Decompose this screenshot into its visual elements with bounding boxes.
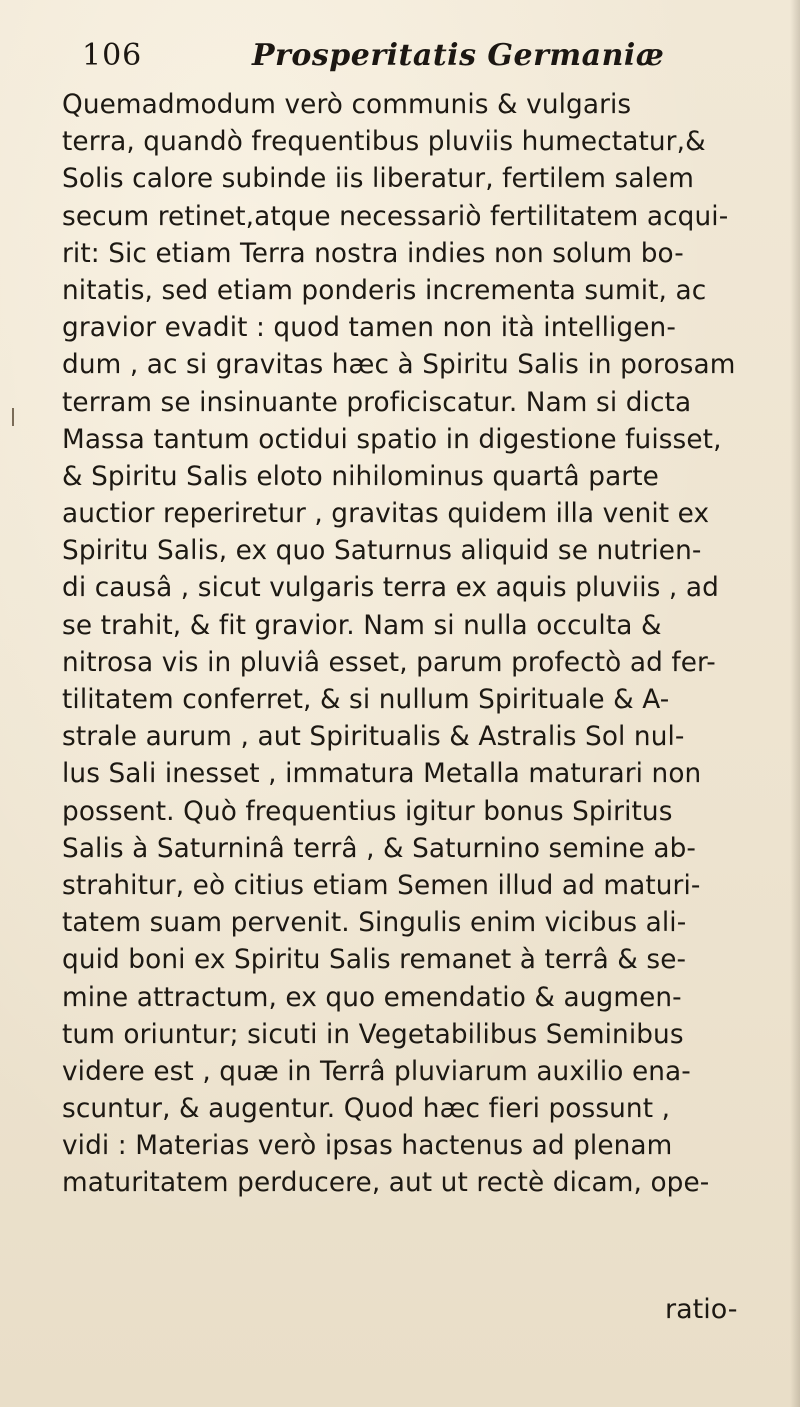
text-line: vidi : Materias verò ipsas hactenus ad plenam bbox=[62, 1130, 673, 1162]
text-line: gravior evadit : quod tamen non ità intelligen- bbox=[62, 312, 676, 344]
text-line: scuntur, & augentur. Quod hæc fieri possunt , bbox=[62, 1093, 671, 1125]
text-line: tatem suam pervenit. Singulis enim vicibus ali- bbox=[62, 907, 687, 939]
running-head: Prosperitatis Germaniæ bbox=[252, 38, 665, 73]
text-line: quid boni ex Spiritu Salis remanet à terrâ & se- bbox=[62, 944, 687, 976]
text-line: nitrosa vis in pluviâ esset, parum profectò ad fer- bbox=[62, 646, 716, 678]
text-line: videre est , quæ in Terrâ pluviarum auxilio ena- bbox=[62, 1055, 691, 1087]
text-line: tilitatem conferret, & si nullum Spirituale & A- bbox=[62, 684, 670, 715]
text-line: possent. Quò frequentius igitur bonus Spiritus bbox=[62, 795, 673, 827]
text-line: maturitatem perducere, aut ut rectè dicam, ope- bbox=[62, 1167, 710, 1199]
page-number: 106 bbox=[82, 38, 143, 73]
text-line: di causâ , sicut vulgaris terra ex aquis pluviis , ad bbox=[62, 572, 719, 604]
text-line: strale aurum , aut Spiritualis & Astralis Sol nul- bbox=[62, 721, 685, 753]
text-line: se trahit, & fit gravior. Nam si nulla occulta & bbox=[62, 609, 662, 641]
text-line: lus Sali inesset , immatura Metalla maturari non bbox=[62, 758, 702, 790]
text-line: & Spiritu Salis eloto nihilominus quartâ parte bbox=[62, 460, 659, 492]
body-text bbox=[62, 86, 792, 1202]
text-line: Massa tantum octidui spatio in digestione fuisset, bbox=[62, 423, 722, 455]
page-header bbox=[82, 38, 722, 88]
margin-mark bbox=[12, 408, 14, 426]
text-line: nitatis, sed etiam ponderis incrementa sumit, ac bbox=[62, 274, 707, 306]
text-line: dum , ac si gravitas hæc à Spiritu Salis in porosam bbox=[62, 349, 736, 381]
text-line: Solis calore subinde iis liberatur, fertilem salem bbox=[62, 163, 695, 195]
text-line: auctior reperiretur , gravitas quidem illa venit ex bbox=[62, 498, 710, 530]
text-line: mine attractum, ex quo emendatio & augmen- bbox=[62, 981, 682, 1013]
text-line: secum retinet,atque necessariò fertilitatem acqui- bbox=[62, 200, 729, 232]
text-line: terra, quandò frequentibus pluviis humectatur,& bbox=[62, 126, 706, 158]
text-line: tum oriuntur; sicuti in Vegetabilibus Seminibus bbox=[62, 1018, 684, 1050]
text-line: Quemadmodum verò communis & vulgaris bbox=[62, 89, 632, 120]
text-line: rit: Sic etiam Terra nostra indies non solum bo- bbox=[62, 237, 684, 269]
text-line: strahitur, eò citius etiam Semen illud ad maturi- bbox=[62, 869, 701, 901]
text-line: terram se insinuante proficiscatur. Nam si dicta bbox=[62, 386, 692, 418]
text-line: Spiritu Salis, ex quo Saturnus aliquid se nutrien- bbox=[62, 535, 702, 567]
catchword: ratio- bbox=[665, 1294, 738, 1325]
text-line: Salis à Saturninâ terrâ , & Saturnino semine ab- bbox=[62, 832, 696, 864]
